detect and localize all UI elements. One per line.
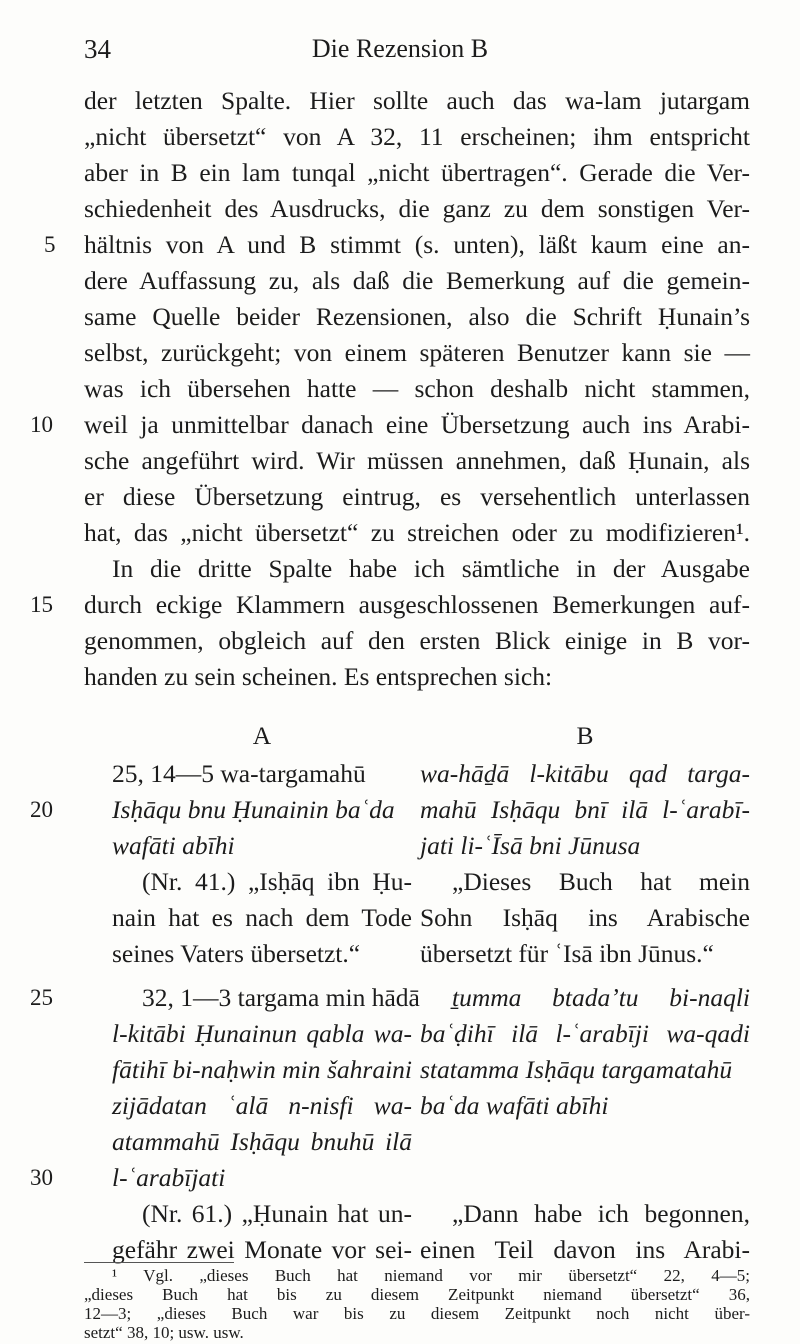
line-number: 25	[30, 985, 53, 1010]
column-b-line: mahū Isḥāqu bnī ilā l-ʿarabī-	[420, 795, 750, 824]
column-a-line: zijādatan ʿalā n-nisfi wa-	[112, 1091, 412, 1120]
body-line: schiedenheit des Ausdrucks, die ganz zu dem sonstigen Ver-	[84, 194, 750, 223]
column-b-line: statamma Isḥāqu targamatahū	[420, 1055, 733, 1084]
line-number: 30	[30, 1165, 53, 1190]
body-line: dere Auffassung zu, als daß die Bemerkung auf die gemein-	[84, 266, 750, 295]
column-b-line: „Dieses Buch hat mein	[452, 867, 750, 896]
column-a-line: seines Vaters übersetzt.“	[112, 939, 361, 968]
body-line: aber in B ein lam tunqal „nicht übertragen“. Gerade die Ver-	[84, 158, 750, 187]
body-line: same Quelle beider Rezensionen, also die Schrift Ḥunain’s	[84, 302, 750, 331]
body-line: hat, das „nicht übersetzt“ zu streichen oder zu modifizieren¹.	[84, 518, 750, 547]
body-line: selbst, zurückgeht; von einem späteren Benutzer kann sie —	[84, 338, 750, 367]
body-line: handen zu sein scheinen. Es entsprechen sich:	[84, 662, 553, 691]
body-line: „nicht übersetzt“ von A 32, 11 erscheinen; ihm entspricht	[84, 122, 750, 151]
column-b-line: jati li-ʿĪsā bni Jūnusa	[420, 831, 641, 860]
column-a-line: 25, 14—5 wa-targamahū	[112, 759, 366, 788]
body-line: In die dritte Spalte habe ich sämtliche in der Ausgabe	[112, 554, 750, 583]
column-a-line: fātihī bi-naḥwin min šahraini	[112, 1055, 412, 1084]
body-line: der letzten Spalte. Hier sollte auch das wa-lam jutargam	[84, 86, 750, 115]
footnote-line: „dieses Buch hat bis zu diesem Zeitpunkt niemand übersetzt“ 36,	[84, 1285, 750, 1304]
running-title: Die Rezension B	[311, 34, 489, 63]
column-b-line: Sohn Isḥāq ins Arabische	[420, 903, 750, 932]
body-line: was ich übersehen hatte — schon deshalb nicht stammen,	[84, 374, 750, 403]
column-a-line: wafāti abīhi	[112, 831, 235, 860]
column-b-label: B	[576, 721, 594, 750]
body-line: weil ja unmittelbar danach eine Übersetzung auch ins Arabi-	[84, 410, 750, 439]
footnote-rule	[84, 1262, 234, 1263]
column-b-line: „Dann habe ich begonnen,	[452, 1199, 750, 1228]
body-line: er diese Übersetzung eintrug, es versehentlich unterlassen	[84, 482, 750, 511]
column-b-line: wa-hāḏā l-kitābu qad targa-	[420, 759, 750, 788]
column-b-line: einen Teil davon ins Arabi-	[420, 1235, 750, 1264]
column-a-line: (Nr. 41.) „Isḥāq ibn Ḥu-	[142, 867, 412, 896]
column-b-line: baʿda wafāti abīhi	[420, 1091, 609, 1120]
column-b-line: ṯumma btadaʼtu bi-naqli	[452, 983, 750, 1012]
column-b-line: baʿḍihī ilā l-ʿarabīji wa-qadi	[420, 1019, 750, 1048]
column-a-line: l-kitābi Ḥunainun qabla wa-	[112, 1019, 412, 1048]
column-a-label: A	[252, 721, 272, 750]
footnote-line: setzt“ 38, 10; usw. usw.	[84, 1323, 244, 1342]
footnote-line: ¹ Vgl. „dieses Buch hat niemand vor mir übersetzt“ 22, 4—5;	[112, 1266, 750, 1285]
line-number: 5	[44, 232, 56, 257]
column-b-line: übersetzt für ʿIsā ibn Jūnus.“	[420, 939, 714, 968]
footnote-line: 12—3; „dieses Buch war bis zu diesem Zeitpunkt noch nicht über-	[84, 1304, 750, 1323]
column-a-line: Isḥāqu bnu Ḥunainin baʿda	[112, 795, 395, 824]
body-line: genommen, obgleich auf den ersten Blick einige in B vor-	[84, 626, 750, 655]
body-line: durch eckige Klammern ausgeschlossenen Bemerkungen auf-	[84, 590, 750, 619]
line-number: 15	[30, 592, 53, 617]
column-a-line: gefähr zwei Monate vor sei-	[112, 1235, 412, 1264]
column-a-line: atammahū Isḥāqu bnuhū ilā	[112, 1127, 412, 1156]
column-a-line: (Nr. 61.) „Ḥunain hat un-	[142, 1199, 412, 1228]
column-a-line: nain hat es nach dem Tode	[112, 903, 412, 932]
column-a-line: 32, 1—3 targama min hādā	[142, 983, 420, 1012]
page-header	[0, 20, 800, 64]
body-line: sche angeführt wird. Wir müssen annehmen, daß Ḥunain, als	[84, 446, 750, 475]
page-number: 34	[84, 34, 111, 64]
line-number: 20	[30, 797, 53, 822]
line-number: 10	[30, 412, 53, 437]
column-a-line: l-ʿarabījati	[112, 1163, 226, 1192]
body-line: hältnis von A und B stimmt (s. unten), läßt kaum eine an-	[84, 230, 750, 259]
